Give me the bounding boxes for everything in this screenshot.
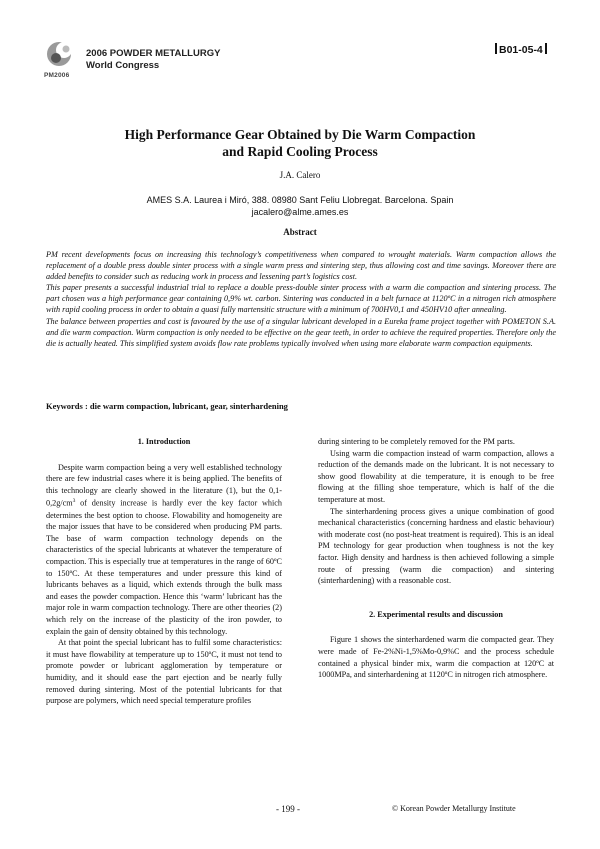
s1-paragraph-2-continued: during sintering to be completely removed for the PM parts. bbox=[318, 437, 515, 446]
s1-paragraph-3: Using warm die compaction instead of warm compaction, allows a reduction of the demands made on the lubricant. It is not necessary to show good flowability at die temperature, it is enough to be free flowing at the filling shoe temperature, which is half of the die temperature at most. bbox=[318, 448, 554, 504]
s1-p1-part-b: of density increase is hardly ever the key factor which determines the best option to choose. Flowability and homogeneity are the major issues that have to be considered when producing PM parts. The base of warm compaction technology depends on the characteristics of the special lubricants at whatever the temperature of compaction. This is especially true at temperatures in the range of 60ºC to 150ºC. At these temperatures and under pressure this kind of lubricants behaves as a liquid, which extends through the bulk mass and eases the powder compaction. Hence this ‘warm’ lubricant has the major role in warm compaction technology. There are other theories (2) which rely on the increase of the plasticity of the iron powder, to explain the gain of density obtained by this technology. bbox=[46, 499, 282, 636]
right-column bbox=[318, 436, 554, 681]
logo-caption: PM2006 bbox=[44, 72, 70, 79]
author: J.A. Calero bbox=[279, 170, 321, 180]
s1-p1-superscript: 3 bbox=[72, 498, 76, 505]
email: jacalero@alme.ames.es bbox=[251, 207, 349, 217]
conference-name bbox=[86, 48, 220, 72]
abstract-paragraph-3: The balance between properties and cost is favoured by the use of a singular lubricant developed in a Eureka frame project together with POMETON S.A. and die warm compaction. Warm compaction is only needed to be effective on the gear teeth, in order to achieve the required properties. Therefore only the die is actually heated. This simplified system avoids flow rate problems typically involved when using more elaborate warm compaction equipments. bbox=[46, 316, 556, 348]
abstract-body bbox=[46, 249, 556, 349]
s2-paragraph-1: Figure 1 shows the sinterhardened warm die compacted gear. They were made of Fe-2%Ni-1,5%Mo-0,9%C and the process schedule contained a physical binder mix, warm die compaction at 120ºC at 1000MPa, and sinterhardening at 1120ºC in nitrogen rich atmosphere. bbox=[318, 635, 554, 680]
s1-paragraph-2: At that point the special lubricant has to fulfil some characteristics: it must have flowability at temperature up to 150ºC, it must not tend to promote powder or lubricant agglomeration by temperature or humidity, and it should ease the part ejection and be nearly fully removed during sintering. Most of the potential lubricants for that purpose are polymers, which need special temperature profiles bbox=[46, 638, 282, 706]
abstract-paragraph-1: PM recent developments focus on increasing this technology’s competitiveness when compared to wrought materials. Warm compaction allows the replacement of a double press double sinter process with a single warm press and sintering step, thus allowing cost and time savings. Moreover there are added benefits to consider such as reducing work in process and lessening part’s logistics cost. bbox=[46, 250, 556, 282]
s1-paragraph-4: The sinterhardening process gives a unique combination of good mechanical characteristics (concerning hardness and elastic behaviour) with moderate cost (no post-heat treatment is required). This is an ideal PM technology for gear production when toughness is not the key factor. High density and hardness is then achieved following a simple route of pressing (warm die compaction) and sintering (sinterhardening) with a reasonable cost. bbox=[318, 506, 554, 586]
affiliation: AMES S.A. Laurea i Miró, 388. 08980 Sant Feliu Llobregat. Barcelona. Spain bbox=[146, 195, 454, 205]
conference-line2: World Congress bbox=[86, 60, 160, 71]
title-line2: and Rapid Cooling Process bbox=[222, 144, 378, 159]
section1-heading: 1. Introduction bbox=[137, 437, 191, 446]
abstract-paragraph-2: This paper presents a successful industrial trial to replace a double press-double sinter process with a warm die compaction and sintering process. The part chosen was a high performance gear containing 0,9% wt. carbon. Sintering was conducted in a belt furnace at 1120ºC in a nitrogen rich atmosphere with rapid cooling process in order to obtain a quasi fully martensitic structure with a minimum of 700HV0,1 and 450HV10 after annealing. bbox=[46, 283, 556, 315]
keywords: Keywords : die warm compaction, lubricant, gear, sinterhardening bbox=[46, 401, 288, 411]
paper-title bbox=[60, 126, 540, 160]
abstract-heading: Abstract bbox=[283, 227, 317, 237]
page-number: - 199 - bbox=[276, 804, 300, 814]
title-line1: High Performance Gear Obtained by Die Warm Compaction bbox=[124, 127, 476, 142]
copyright: © Korean Powder Metallurgy Institute bbox=[392, 804, 516, 813]
s1-paragraph-1 bbox=[46, 462, 282, 638]
paper-code-text: B01-05-4 bbox=[499, 44, 543, 56]
left-column bbox=[46, 436, 282, 707]
conference-line1: 2006 POWDER METALLURGY bbox=[86, 48, 221, 59]
section2-heading: 2. Experimental results and discussion bbox=[369, 609, 503, 619]
s1-p1-part-a: Despite warm compaction being a very well established technology there are few industrial cases where it is being applied. The benefits of this technology are clearly showed in the literature (1), but the 0,1-0,2g/cm bbox=[46, 462, 282, 509]
pm-swirl-icon bbox=[44, 40, 78, 72]
affiliation-block bbox=[40, 194, 560, 218]
paper-code bbox=[493, 43, 549, 56]
